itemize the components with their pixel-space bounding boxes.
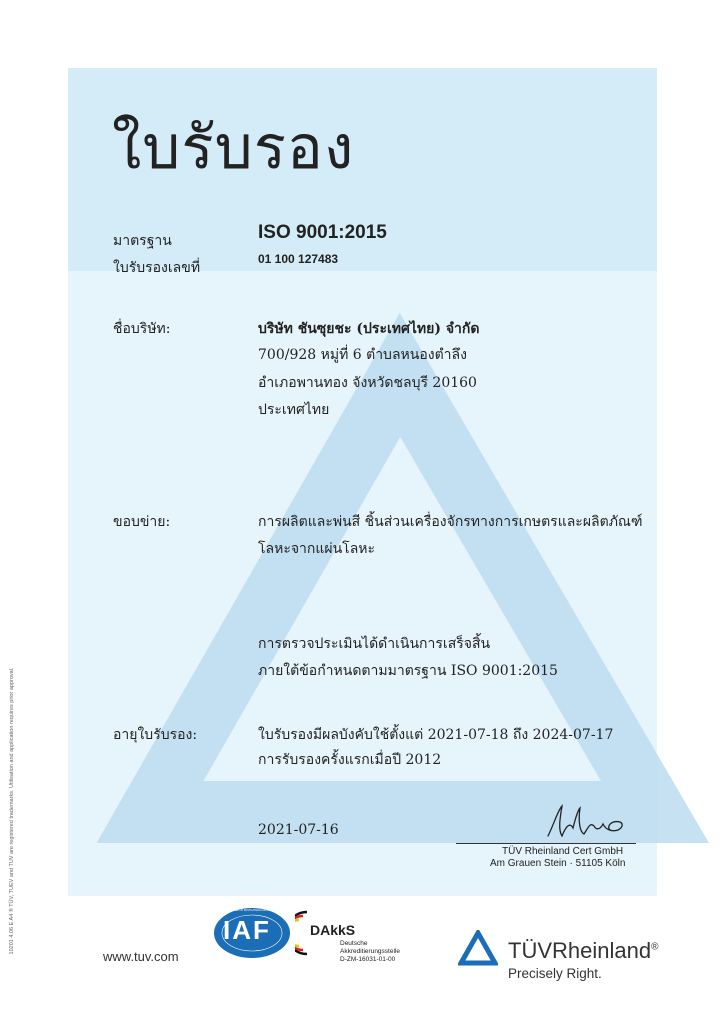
validity-line: ใบรับรองมีผลบังคับใช้ตั้งแต่ 2021-07-18 ถึง 2024-07-17 xyxy=(258,727,614,743)
audit-line: ภายใต้ข้อกำหนดตามมาตรฐาน ISO 9001:2015 xyxy=(258,663,558,679)
brand-name-text: TÜVRheinland xyxy=(508,938,652,963)
iaf-ring-text: MEMBER OF MULTILATERAL RECOGNITION ARRANGEMENT xyxy=(228,909,301,912)
dakks-flag-icon xyxy=(295,910,309,956)
company-address-line: 700/928 หมู่ที่ 6 ตำบลหนองตำลึง xyxy=(258,347,467,363)
standard-value: ISO 9001:2015 xyxy=(258,222,387,243)
side-trademark-text: 10201 4.06 E A4 ® TÜV, TUEV and TUV are registered trademarks. Utilisation and application requires prior approval. xyxy=(9,667,15,955)
website-link[interactable]: www.tuv.com xyxy=(103,949,179,964)
tuv-triangle-logo-icon xyxy=(458,930,498,966)
company-address-line: ประเทศไทย xyxy=(258,402,330,418)
dakks-sub-line: D-ZM-16031-01-00 xyxy=(340,956,396,963)
dakks-sub-line: Deutsche xyxy=(340,940,368,947)
company-label: ชื่อบริษัท: xyxy=(113,321,171,337)
certificate-number-label: ใบรับรองเลขที่ xyxy=(113,260,201,276)
dakks-name: DAkkS xyxy=(310,922,356,938)
brand-tagline: Precisely Right. xyxy=(508,966,602,981)
certificate-title: ใบรับรอง xyxy=(112,113,355,183)
scope-label: ขอบข่าย: xyxy=(113,514,171,530)
certificate-number-value: 01 100 127483 xyxy=(258,252,339,266)
issuer-address: Am Grauen Stein · 51105 Köln xyxy=(490,858,626,869)
standard-label: มาตรฐาน xyxy=(113,233,172,249)
brand-name xyxy=(508,938,658,964)
company-address-line: อำเภอพานทอง จังหวัดชลบุรี 20160 xyxy=(258,375,477,391)
scope-line: โลหะจากแผ่นโลหะ xyxy=(258,541,376,557)
validity-label: อายุใบรับรอง: xyxy=(113,727,198,743)
validity-line: การรับรองครั้งแรกเมื่อปี 2012 xyxy=(258,752,442,768)
issue-date: 2021-07-16 xyxy=(258,822,339,838)
audit-line: การตรวจประเมินได้ดำเนินการเสร็จสิ้น xyxy=(258,636,491,652)
brand-registered-mark: ® xyxy=(651,941,659,953)
scope-line: การผลิตและพ่นสี ชิ้นส่วนเครื่องจักรทางการเกษตรและผลิตภัณฑ์ xyxy=(258,514,643,530)
dakks-sub-line: Akkreditierungsstelle xyxy=(340,948,400,955)
issuer-name: TÜV Rheinland Cert GmbH xyxy=(502,846,624,857)
company-name: บริษัท ชันซุยชะ (ประเทศไทย) จำกัด xyxy=(258,321,480,337)
signature xyxy=(540,800,630,844)
signature-line xyxy=(456,843,636,844)
iaf-logo-text: IAF xyxy=(223,915,271,945)
